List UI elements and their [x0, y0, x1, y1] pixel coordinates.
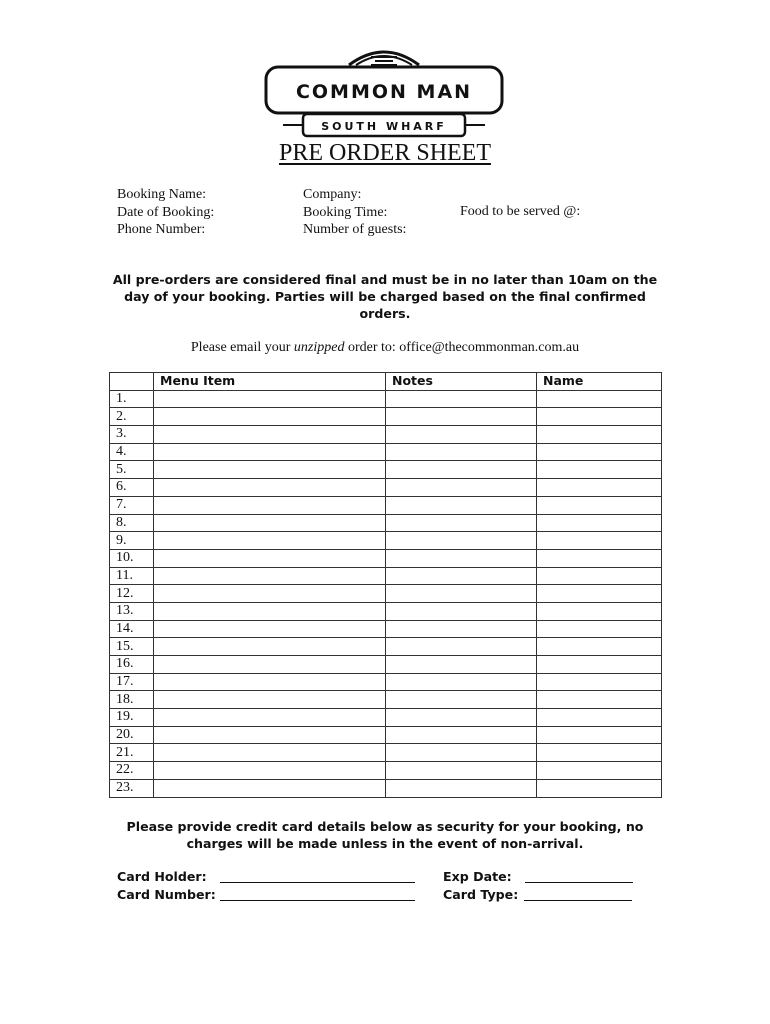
name-cell[interactable]	[537, 602, 662, 620]
menu-item-cell[interactable]	[154, 585, 386, 603]
column-header-notes: Notes	[386, 373, 537, 391]
table-header-row	[110, 373, 662, 391]
table-row	[110, 691, 662, 709]
table-row	[110, 744, 662, 762]
email-prefix: Please email your	[190, 340, 294, 355]
date-of-booking-label: Date of Booking:	[117, 204, 215, 220]
menu-item-cell[interactable]	[154, 567, 386, 585]
menu-item-cell[interactable]	[154, 709, 386, 727]
row-number: 1.	[110, 390, 154, 408]
name-cell[interactable]	[537, 779, 662, 797]
menu-item-cell[interactable]	[154, 726, 386, 744]
column-header-name: Name	[537, 373, 662, 391]
notes-cell[interactable]	[386, 461, 537, 479]
menu-item-cell[interactable]	[154, 408, 386, 426]
table-row	[110, 656, 662, 674]
notes-cell[interactable]	[386, 585, 537, 603]
booking-time-label: Booking Time:	[303, 204, 388, 220]
name-cell[interactable]	[537, 567, 662, 585]
row-number: 15.	[110, 638, 154, 656]
name-cell[interactable]	[537, 656, 662, 674]
table-row	[110, 443, 662, 461]
name-cell[interactable]	[537, 762, 662, 780]
column-header-number	[110, 373, 154, 391]
notes-cell[interactable]	[386, 514, 537, 532]
row-number: 11.	[110, 567, 154, 585]
row-number: 14.	[110, 620, 154, 638]
card-type-label: Card Type:	[443, 887, 519, 902]
row-number: 6.	[110, 479, 154, 497]
exp-date-field	[443, 869, 512, 884]
menu-item-cell[interactable]	[154, 656, 386, 674]
row-number: 21.	[110, 744, 154, 762]
notes-cell[interactable]	[386, 567, 537, 585]
name-cell[interactable]	[537, 709, 662, 727]
name-cell[interactable]	[537, 426, 662, 444]
email-suffix: order to: office@thecommonman.com.au	[344, 340, 580, 355]
menu-item-cell[interactable]	[154, 514, 386, 532]
menu-item-cell[interactable]	[154, 496, 386, 514]
table-row	[110, 426, 662, 444]
exp-date-label: Exp Date:	[443, 869, 512, 884]
menu-item-cell[interactable]	[154, 532, 386, 550]
notes-cell[interactable]	[386, 744, 537, 762]
name-cell[interactable]	[537, 479, 662, 497]
notes-cell[interactable]	[386, 602, 537, 620]
row-number: 10.	[110, 549, 154, 567]
table-row	[110, 408, 662, 426]
name-cell[interactable]	[537, 461, 662, 479]
notes-cell[interactable]	[386, 426, 537, 444]
email-emphasis: unzipped	[293, 340, 345, 355]
common-man-logo	[263, 43, 505, 139]
booking-name-label: Booking Name:	[117, 187, 207, 202]
row-number: 4.	[110, 443, 154, 461]
row-number: 20.	[110, 726, 154, 744]
row-number: 19.	[110, 709, 154, 727]
email-instruction	[0, 340, 770, 356]
table-row	[110, 779, 662, 797]
menu-item-cell[interactable]	[154, 443, 386, 461]
table-row	[110, 726, 662, 744]
card-type-line[interactable]	[524, 900, 632, 901]
row-number: 23.	[110, 779, 154, 797]
card-holder-line[interactable]	[220, 882, 415, 883]
row-number: 16.	[110, 656, 154, 674]
row-number: 17.	[110, 673, 154, 691]
table-row	[110, 549, 662, 567]
notes-cell[interactable]	[386, 779, 537, 797]
notes-cell[interactable]	[386, 620, 537, 638]
card-holder-label: Card Holder:	[117, 869, 207, 884]
card-number-label: Card Number:	[117, 887, 216, 902]
food-served-label: Food to be served @:	[460, 204, 581, 219]
credit-card-notice: Please provide credit card details below as security for your booking, no charges will be made unless in the event of non-arrival.	[126, 819, 644, 851]
name-cell[interactable]	[537, 726, 662, 744]
table-row	[110, 638, 662, 656]
notes-cell[interactable]	[386, 549, 537, 567]
notes-cell[interactable]	[386, 656, 537, 674]
row-number: 22.	[110, 762, 154, 780]
notes-cell[interactable]	[386, 709, 537, 727]
order-table	[109, 372, 662, 798]
name-cell[interactable]	[537, 549, 662, 567]
menu-item-cell[interactable]	[154, 390, 386, 408]
menu-item-cell[interactable]	[154, 549, 386, 567]
menu-item-cell[interactable]	[154, 779, 386, 797]
table-row	[110, 762, 662, 780]
name-cell[interactable]	[537, 673, 662, 691]
notes-cell[interactable]	[386, 762, 537, 780]
notes-cell[interactable]	[386, 532, 537, 550]
name-cell[interactable]	[537, 532, 662, 550]
logo-name: COMMON MAN	[295, 81, 473, 103]
booking-info-col1	[117, 186, 214, 239]
table-row	[110, 620, 662, 638]
row-number: 8.	[110, 514, 154, 532]
notes-cell[interactable]	[386, 691, 537, 709]
row-number: 5.	[110, 461, 154, 479]
booking-info-col3	[460, 203, 580, 221]
name-cell[interactable]	[537, 620, 662, 638]
row-number: 9.	[110, 532, 154, 550]
exp-date-line[interactable]	[525, 882, 633, 883]
menu-item-cell[interactable]	[154, 479, 386, 497]
notes-cell[interactable]	[386, 390, 537, 408]
table-row	[110, 496, 662, 514]
name-cell[interactable]	[537, 443, 662, 461]
number-of-guests-label: Number of guests:	[303, 222, 407, 237]
preorder-notice: All pre-orders are considered final and must be in no later than 10am on the day of your booking. Parties will be charged based on the final confirmed orders.	[112, 272, 658, 321]
name-cell[interactable]	[537, 744, 662, 762]
name-cell[interactable]	[537, 514, 662, 532]
card-number-field	[117, 887, 216, 902]
notes-cell[interactable]	[386, 638, 537, 656]
name-cell[interactable]	[537, 390, 662, 408]
notes-cell[interactable]	[386, 443, 537, 461]
table-row	[110, 532, 662, 550]
table-row	[110, 709, 662, 727]
column-header-menu-item: Menu Item	[154, 373, 386, 391]
table-row	[110, 461, 662, 479]
menu-item-cell[interactable]	[154, 673, 386, 691]
notes-cell[interactable]	[386, 496, 537, 514]
row-number: 7.	[110, 496, 154, 514]
name-cell[interactable]	[537, 408, 662, 426]
notes-cell[interactable]	[386, 408, 537, 426]
logo-location: SOUTH WHARF	[321, 120, 447, 133]
menu-item-cell[interactable]	[154, 461, 386, 479]
name-cell[interactable]	[537, 585, 662, 603]
table-row	[110, 673, 662, 691]
menu-item-cell[interactable]	[154, 762, 386, 780]
menu-item-cell[interactable]	[154, 620, 386, 638]
card-type-field	[443, 887, 518, 902]
row-number: 12.	[110, 585, 154, 603]
menu-item-cell[interactable]	[154, 426, 386, 444]
table-row	[110, 602, 662, 620]
row-number: 18.	[110, 691, 154, 709]
booking-info-col2	[303, 186, 406, 239]
card-number-line[interactable]	[220, 900, 415, 901]
menu-item-cell[interactable]	[154, 691, 386, 709]
company-label: Company:	[303, 187, 362, 202]
name-cell[interactable]	[537, 638, 662, 656]
menu-item-cell[interactable]	[154, 744, 386, 762]
table-row	[110, 479, 662, 497]
menu-item-cell[interactable]	[154, 638, 386, 656]
table-row	[110, 567, 662, 585]
notes-cell[interactable]	[386, 726, 537, 744]
notes-cell[interactable]	[386, 673, 537, 691]
phone-number-label: Phone Number:	[117, 222, 206, 237]
name-cell[interactable]	[537, 496, 662, 514]
row-number: 2.	[110, 408, 154, 426]
table-row	[110, 390, 662, 408]
notes-cell[interactable]	[386, 479, 537, 497]
row-number: 3.	[110, 426, 154, 444]
table-row	[110, 514, 662, 532]
menu-item-cell[interactable]	[154, 602, 386, 620]
row-number: 13.	[110, 602, 154, 620]
card-holder-field	[117, 869, 207, 884]
page-title: PRE ORDER SHEET	[278, 140, 491, 166]
table-row	[110, 585, 662, 603]
name-cell[interactable]	[537, 691, 662, 709]
